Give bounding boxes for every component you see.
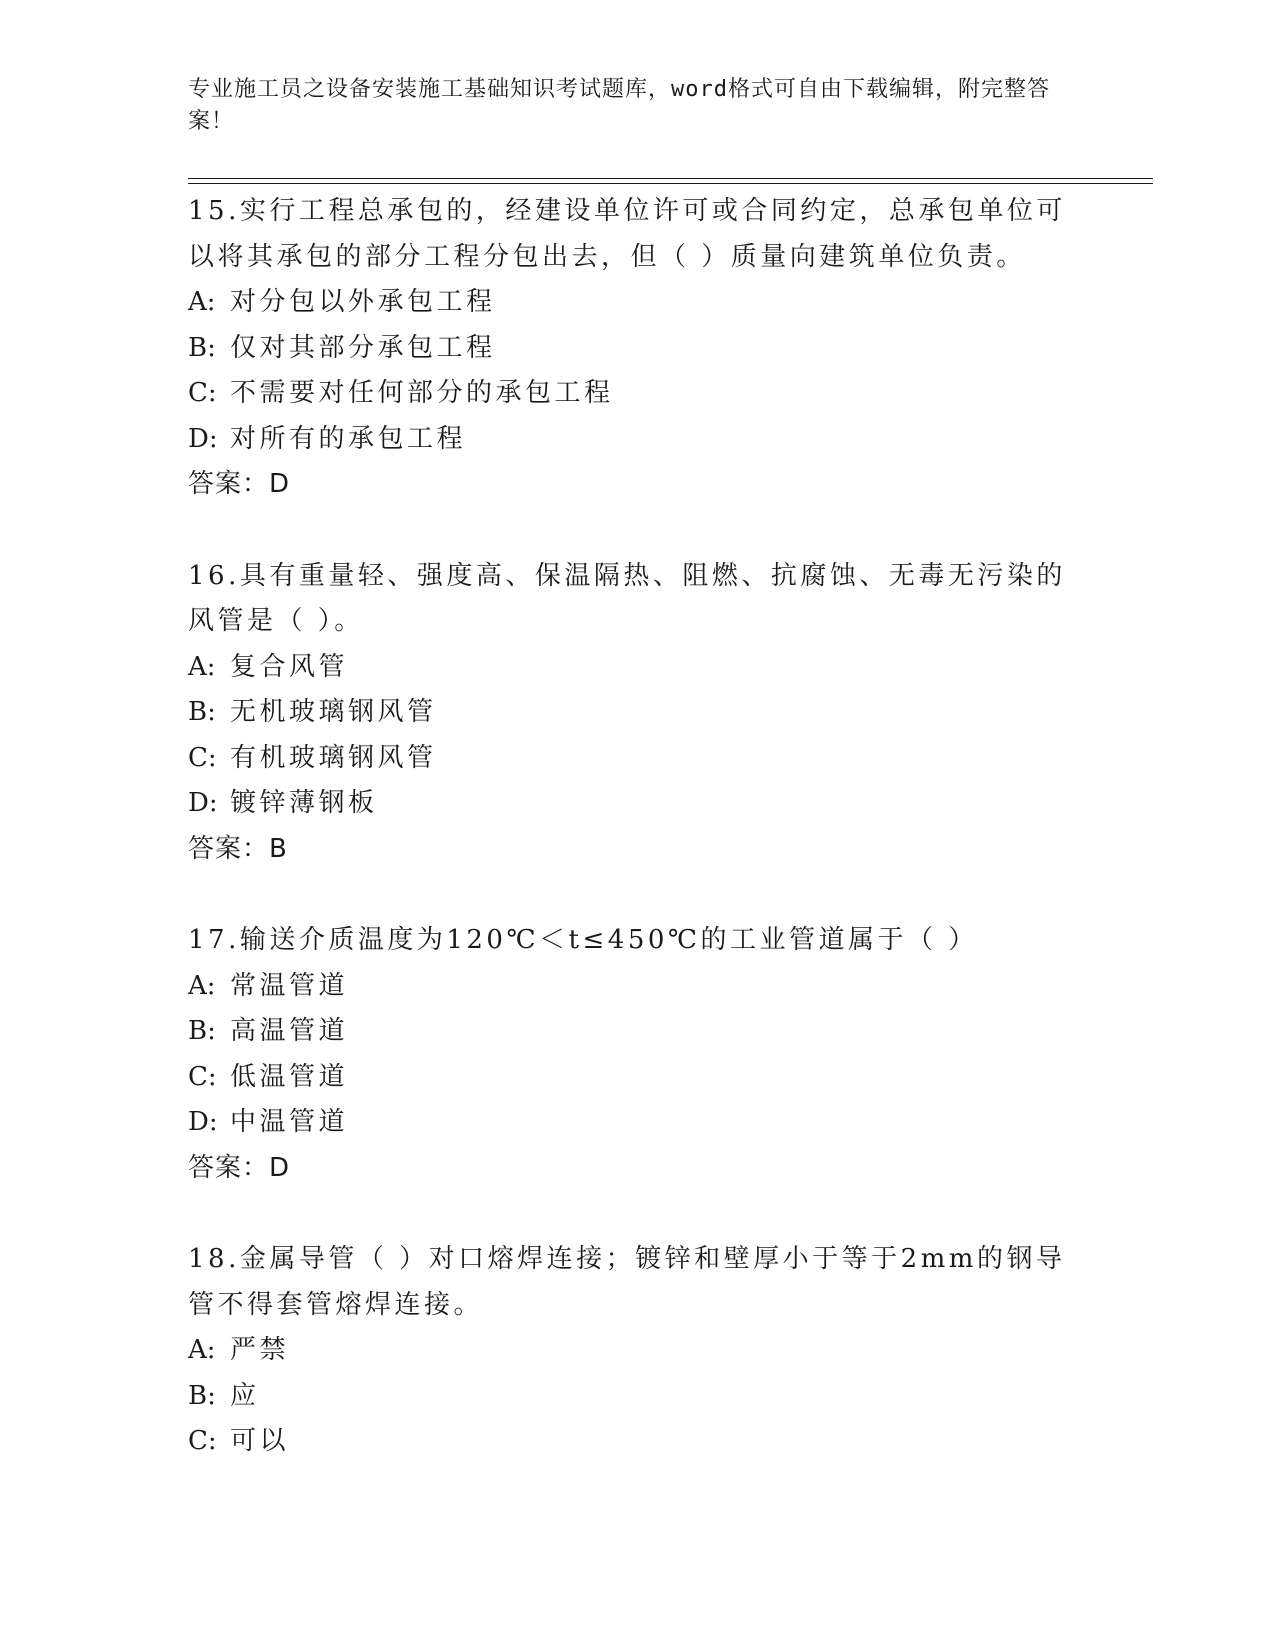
option-letter: D:	[188, 423, 218, 454]
option-letter: B:	[188, 697, 216, 727]
document-title: 专业施工员之设备安装施工基础知识考试题库，word格式可自由下载编辑，附完整答案！	[188, 77, 1050, 134]
option-letter: C:	[188, 378, 217, 408]
option-b	[188, 1374, 1088, 1420]
option-text: 复合风管	[230, 651, 349, 682]
option-text: 应	[230, 1380, 260, 1411]
option-letter: A:	[188, 651, 216, 682]
option-text: 低温管道	[230, 1061, 349, 1092]
question-stem: 17.输送介质温度为120℃＜t≤450℃的工业管道属于（ ）	[188, 925, 978, 955]
option-b	[188, 690, 1088, 736]
question-stem: 15.实行工程总承包的，经建设单位许可或合同约定，总承包单位可以将其承包的部分工程分包出去，但（ ）质量向建筑单位负责。	[188, 196, 1066, 272]
document-header	[188, 74, 1068, 138]
answer-line: 答案：D	[188, 1152, 291, 1183]
option-letter: B:	[188, 1380, 216, 1411]
answer-line: 答案：D	[188, 469, 291, 499]
option-c	[188, 1055, 1088, 1101]
option-a	[188, 1328, 1088, 1374]
option-c	[188, 371, 1088, 417]
option-letter: A:	[188, 970, 216, 1001]
option-a	[188, 280, 1088, 326]
header-divider-bottom	[188, 183, 1153, 184]
option-letter: A:	[188, 287, 216, 317]
option-text: 镀锌薄钢板	[230, 788, 378, 818]
option-letter: A:	[188, 1335, 216, 1365]
option-letter: D:	[188, 788, 218, 818]
option-letter: C:	[188, 1061, 217, 1092]
option-letter: C:	[188, 742, 217, 773]
option-text: 对分包以外承包工程	[230, 287, 496, 317]
option-b	[188, 1009, 1088, 1055]
option-c	[188, 1419, 1088, 1465]
answer-line: 答案：B	[188, 833, 288, 864]
option-letter: B:	[188, 1016, 216, 1046]
question-18	[188, 1237, 1088, 1465]
option-letter: B:	[188, 332, 216, 363]
option-d	[188, 781, 1088, 827]
option-text: 常温管道	[230, 970, 349, 1001]
question-17	[188, 918, 1088, 1191]
question-stem: 18.金属导管（ ）对口熔焊连接；镀锌和壁厚小于等于2mm的钢导管不得套管熔焊连接。	[188, 1244, 1066, 1320]
option-text: 严禁	[230, 1335, 290, 1365]
option-text: 对所有的承包工程	[230, 423, 467, 454]
question-16	[188, 554, 1088, 873]
option-a	[188, 964, 1088, 1010]
option-a	[188, 645, 1088, 691]
question-15	[188, 189, 1088, 508]
option-text: 高温管道	[230, 1016, 349, 1046]
option-c	[188, 736, 1088, 782]
option-text: 可以	[230, 1426, 290, 1456]
option-text: 不需要对任何部分的承包工程	[230, 378, 614, 408]
option-letter: D:	[188, 1107, 218, 1137]
option-text: 仅对其部分承包工程	[230, 332, 496, 363]
option-d	[188, 1100, 1088, 1146]
option-letter: C:	[188, 1426, 217, 1456]
option-b	[188, 326, 1088, 372]
question-list	[188, 189, 1088, 1511]
option-d	[188, 417, 1088, 463]
question-stem: 16.具有重量轻、强度高、保温隔热、阻燃、抗腐蚀、无毒无污染的风管是（ ）。	[188, 560, 1066, 636]
option-text: 无机玻璃钢风管	[230, 697, 437, 727]
option-text: 中温管道	[230, 1107, 349, 1137]
option-text: 有机玻璃钢风管	[230, 742, 437, 773]
header-divider-top	[188, 178, 1153, 179]
